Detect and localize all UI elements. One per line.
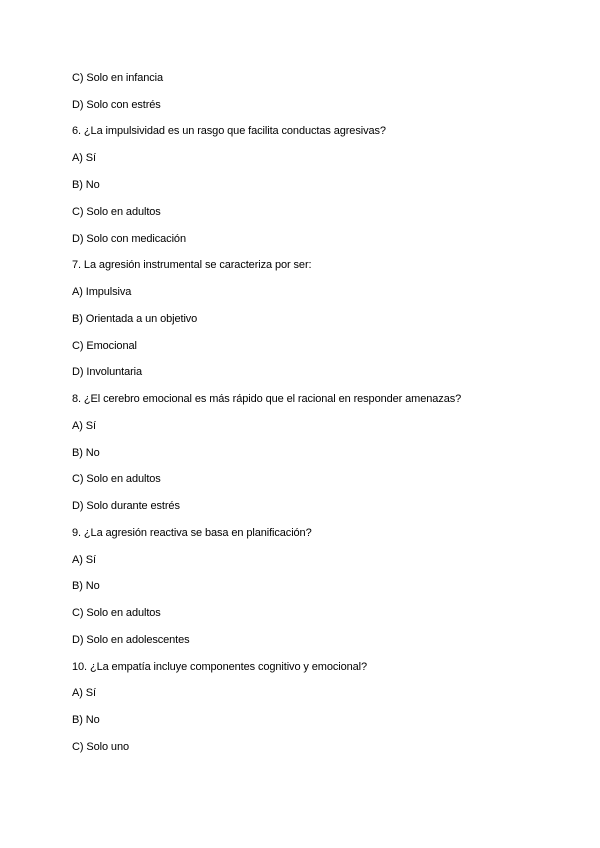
option-10c: C) Solo uno bbox=[72, 741, 129, 753]
question-10: 10. ¿La empatía incluye componentes cognitivo y emocional? bbox=[72, 661, 368, 673]
option-6d: D) Solo con medicación bbox=[72, 233, 186, 245]
option-8a: A) Sí bbox=[72, 420, 96, 432]
question-9: 9. ¿La agresión reactiva se basa en planificación? bbox=[72, 527, 312, 539]
option-6c: C) Solo en adultos bbox=[72, 206, 161, 218]
option-10a: A) Sí bbox=[72, 687, 96, 699]
option-8c: C) Solo en adultos bbox=[72, 473, 161, 485]
option-9b: B) No bbox=[72, 580, 100, 592]
option-5c: C) Solo en infancia bbox=[72, 72, 164, 84]
option-7c: C) Emocional bbox=[72, 340, 137, 352]
option-9c: C) Solo en adultos bbox=[72, 607, 161, 619]
option-6b: B) No bbox=[72, 179, 100, 191]
option-6a: A) Sí bbox=[72, 152, 96, 164]
question-7: 7. La agresión instrumental se caracteriza por ser: bbox=[72, 259, 312, 271]
option-5d: D) Solo con estrés bbox=[72, 99, 161, 111]
option-7b: B) Orientada a un objetivo bbox=[72, 313, 198, 325]
option-10b: B) No bbox=[72, 714, 100, 726]
question-8: 8. ¿El cerebro emocional es más rápido que el racional en responder amenazas? bbox=[72, 393, 462, 405]
question-6: 6. ¿La impulsividad es un rasgo que facilita conductas agresivas? bbox=[72, 125, 386, 137]
option-9a: A) Sí bbox=[72, 554, 96, 566]
option-7d: D) Involuntaria bbox=[72, 366, 143, 378]
option-8d: D) Solo durante estrés bbox=[72, 500, 180, 512]
option-9d: D) Solo en adolescentes bbox=[72, 634, 190, 646]
option-8b: B) No bbox=[72, 447, 100, 459]
option-7a: A) Impulsiva bbox=[72, 286, 132, 298]
